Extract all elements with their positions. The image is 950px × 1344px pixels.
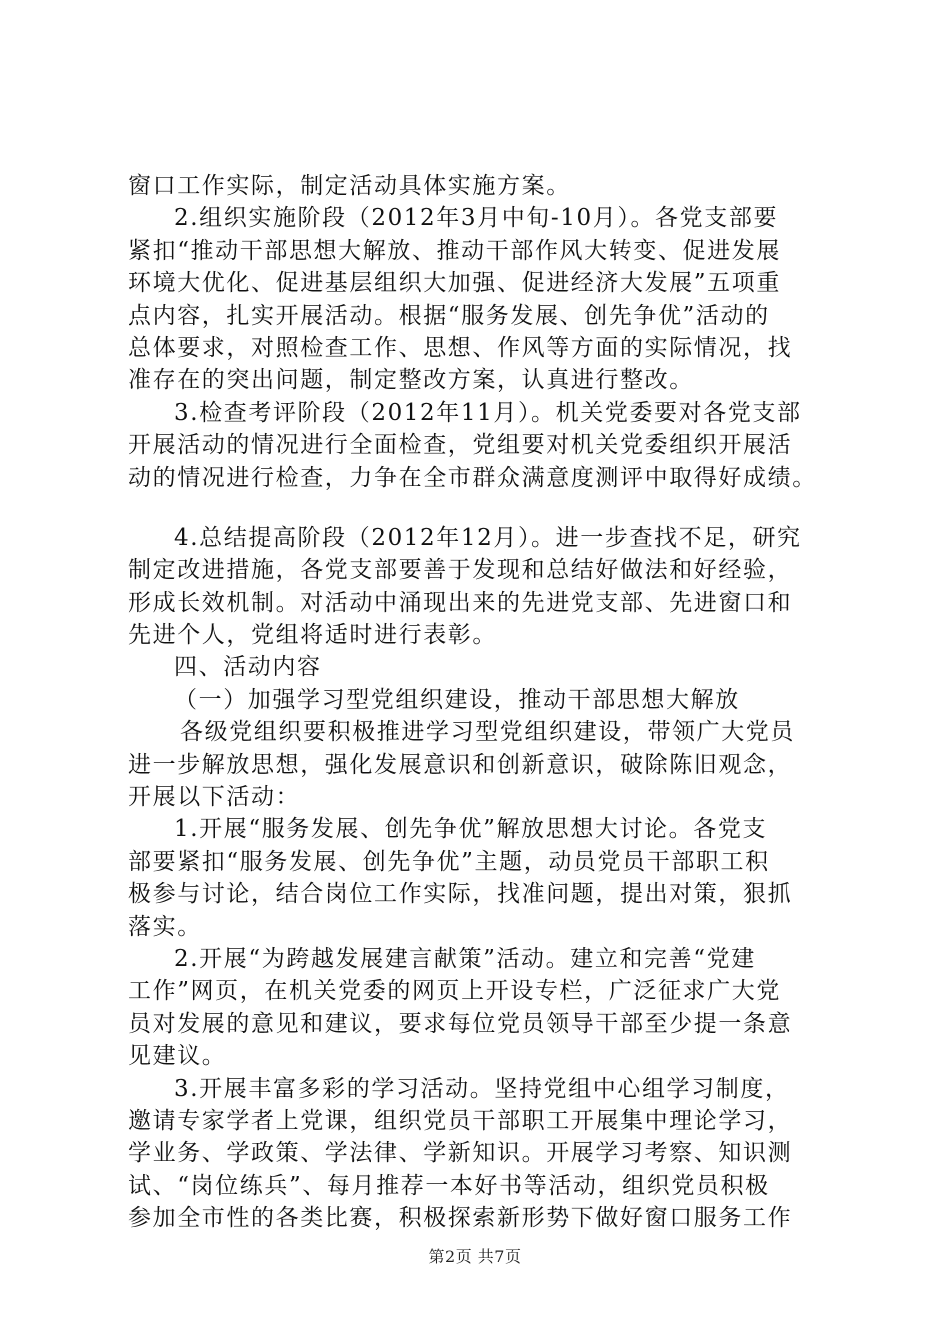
paragraph-line: 3.开展丰富多彩的学习活动。坚持党组中心组学习制度， [174, 1075, 790, 1102]
paragraph-line: 先进个人，党组将适时进行表彰。 [128, 622, 497, 649]
paragraph-line: 制定改进措施，各党支部要善于发现和总结好做法和好经验， [128, 557, 793, 584]
paragraph-line: 部要紧扣“服务发展、创先争优”主题，动员党员干部职工积 [128, 848, 770, 875]
paragraph-line: 环境大优化、促进基层组织大加强、促进经济大发展”五项重 [128, 270, 781, 297]
paragraph-line: 进一步解放思想，强化发展意识和创新意识，破除陈旧观念， [128, 751, 793, 778]
paragraph-line: 3.检查考评阶段（2012年11月）。机关党委要对各党支部 [174, 399, 802, 426]
paragraph-line: 开展以下活动： [128, 784, 301, 811]
paragraph-line: 邀请专家学者上党课，组织党员干部职工开展集中理论学习， [128, 1107, 793, 1134]
paragraph-line: 4.总结提高阶段（2012年12月）。进一步查找不足，研究 [174, 524, 802, 551]
paragraph-line: 2.开展“为跨越发展建言献策”活动。建立和完善“党建 [174, 945, 756, 972]
paragraph-line: 点内容，扎实开展活动。根据“服务发展、创先争优”活动的 [128, 302, 770, 329]
subsection-heading: （一）加强学习型党组织建设，推动干部思想大解放 [174, 686, 740, 713]
paragraph-line: 落实。 [128, 913, 202, 940]
paragraph-line: 开展活动的情况进行全面检查，党组要对机关党委组织开展活 [128, 432, 793, 459]
paragraph-line: 各级党组织要积极推进学习型党组织建设，带领广大党员 [180, 719, 795, 746]
paragraph-line: 员对发展的意见和建议，要求每位党员领导干部至少提一条意 [128, 1010, 793, 1037]
page-number-footer: 第2页 共7页 [428, 1247, 522, 1266]
paragraph-line: 动的情况进行检查，力争在全市群众满意度测评中取得好成绩。 [128, 464, 817, 491]
paragraph-line: 工作”网页，在机关党委的网页上开设专栏，广泛征求广大党 [128, 978, 781, 1005]
paragraph-line: 见建议。 [128, 1043, 227, 1070]
paragraph-line: 参加全市性的各类比赛，积极探索新形势下做好窗口服务工作 [128, 1205, 793, 1232]
section-heading: 四、活动内容 [174, 654, 322, 681]
document-body [128, 170, 848, 1235]
paragraph-line: 总体要求，对照检查工作、思想、作风等方面的实际情况，找 [128, 334, 793, 361]
paragraph-line: 紧扣“推动干部思想大解放、推动干部作风大转变、促进发展 [128, 237, 781, 264]
paragraph-line: 窗口工作实际，制定活动具体实施方案。 [128, 173, 571, 199]
paragraph-line: 极参与讨论，结合岗位工作实际，找准问题，提出对策，狠抓 [128, 881, 793, 908]
paragraph-line: 学业务、学政策、学法律、学新知识。开展学习考察、知识测 [128, 1140, 793, 1167]
paragraph-gap [128, 494, 848, 522]
paragraph-line: 准存在的突出问题，制定整改方案，认真进行整改。 [128, 367, 694, 394]
paragraph-line: 试、“岗位练兵”、每月推荐一本好书等活动，组织党员积极 [128, 1172, 770, 1199]
paragraph-line: 2.组织实施阶段（2012年3月中旬-10月）。各党支部要 [174, 205, 779, 232]
paragraph-line: 1.开展“服务发展、创先争优”解放思想大讨论。各党支 [174, 816, 768, 843]
paragraph-line: 形成长效机制。对活动中涌现出来的先进党支部、先进窗口和 [128, 589, 793, 616]
